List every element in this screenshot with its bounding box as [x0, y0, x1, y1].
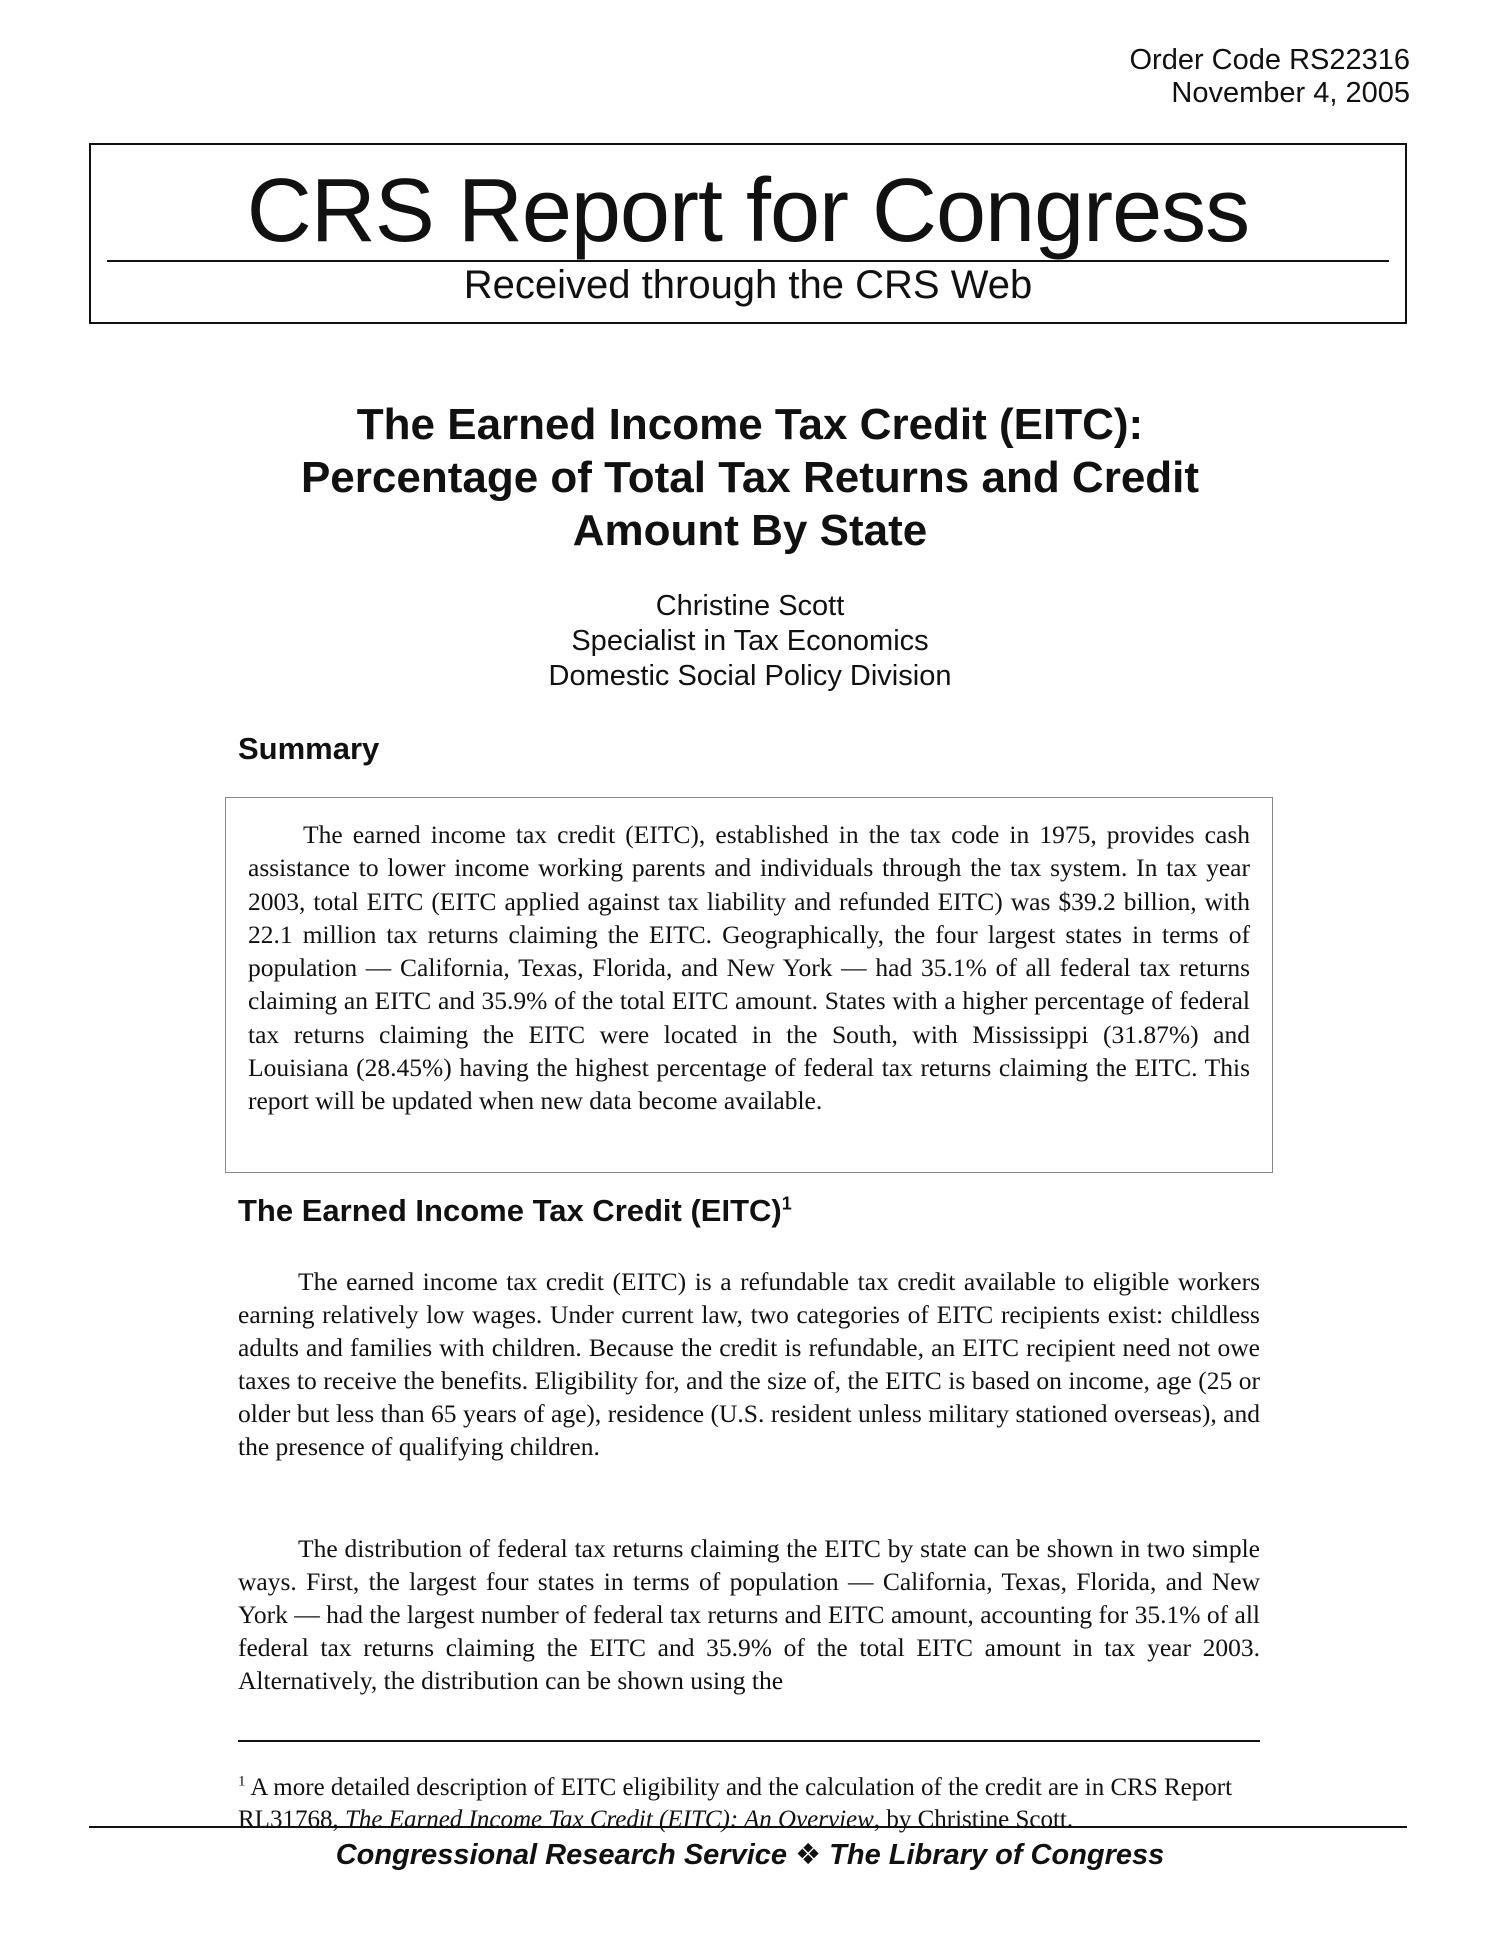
author-block — [200, 589, 1300, 694]
footnote-reference[interactable]: 1 — [781, 1193, 792, 1214]
title-line: The Earned Income Tax Credit (EITC): — [356, 400, 1144, 449]
report-banner — [89, 143, 1407, 324]
footnote-divider — [238, 1740, 1260, 1742]
summary-heading: Summary — [238, 731, 380, 766]
footer-library: The Library of Congress — [829, 1839, 1165, 1871]
author-name: Christine Scott — [655, 590, 845, 622]
author-division: Domestic Social Policy Division — [548, 660, 952, 692]
order-code: Order Code RS22316 — [1129, 44, 1410, 76]
summary-text: The earned income tax credit (EITC), established in the tax code in 1975, provides cash assistance to lower income working parents and individuals through the tax system. In tax year 2003, total EITC (EITC applied against tax liability and refunded EITC) was $39.2 billion, with 22.1 million tax returns claiming the EITC. Geographically, the four largest states in terms of population — California, Texas, Florida, and New York — had 35.1% of all federal tax returns claiming an EITC and 35.9% of the total EITC amount. States with a higher percentage of federal tax returns claiming the EITC were located in the South, with Mississippi (31.87%) and Louisiana (28.45%) having the highest percentage of federal tax returns claiming the EITC. This report will be updated when new data become available. — [248, 820, 1250, 1116]
report-date: November 4, 2005 — [1171, 77, 1410, 109]
footnote-marker: 1 — [238, 1773, 246, 1790]
title-line: Percentage of Total Tax Returns and Credit — [300, 453, 1200, 502]
banner-subtitle: Received through the CRS Web — [463, 263, 1033, 307]
banner-title: CRS Report for Congress — [246, 161, 1250, 261]
footer-divider — [89, 1826, 1407, 1828]
footnote-text-end: , by Christine Scott. — [873, 1806, 1074, 1833]
body-paragraph: The distribution of federal tax returns claiming the EITC by state can be shown in two simple ways. First, the largest four states in terms of population — California, Texas, Florida, and New York — had the largest number of federal tax returns and EITC amount, accounting for 35.1% of all federal tax returns claiming the EITC and 35.9% of the total EITC amount in tax year 2003. Alternatively, the distribution can be shown using the — [238, 1534, 1260, 1695]
section-heading — [238, 1193, 792, 1229]
page-footer — [0, 1838, 1500, 1873]
summary-box — [225, 797, 1273, 1173]
author-title: Specialist in Tax Economics — [571, 625, 929, 657]
document-title — [200, 398, 1300, 557]
title-line: Amount By State — [572, 506, 928, 555]
body-paragraph: The earned income tax credit (EITC) is a refundable tax credit available to eligible workers earning relatively low wages. Under current law, two categories of EITC recipients exist: childless adults and families with children. Because the credit is refundable, an EITC recipient need not owe taxes to receive the benefits. Eligibility for, and the size of, the EITC is based on income, age (25 or older but less than 65 years of age), residence (U.S. resident unless military stationed overseas), and the presence of qualifying children. — [238, 1267, 1260, 1461]
footer-org: Congressional Research Service — [335, 1839, 788, 1871]
footnote-text: A more detailed description of EITC eligibility and the calculation of the credit are in CRS Report RL31768, — [238, 1774, 1233, 1833]
diamond-separator-icon: ❖ — [795, 1839, 822, 1871]
section-heading-text: The Earned Income Tax Credit (EITC) — [238, 1193, 782, 1228]
order-info — [1130, 44, 1411, 110]
footnote-cited-title: The Earned Income Tax Credit (EITC): An Overview — [344, 1806, 874, 1833]
